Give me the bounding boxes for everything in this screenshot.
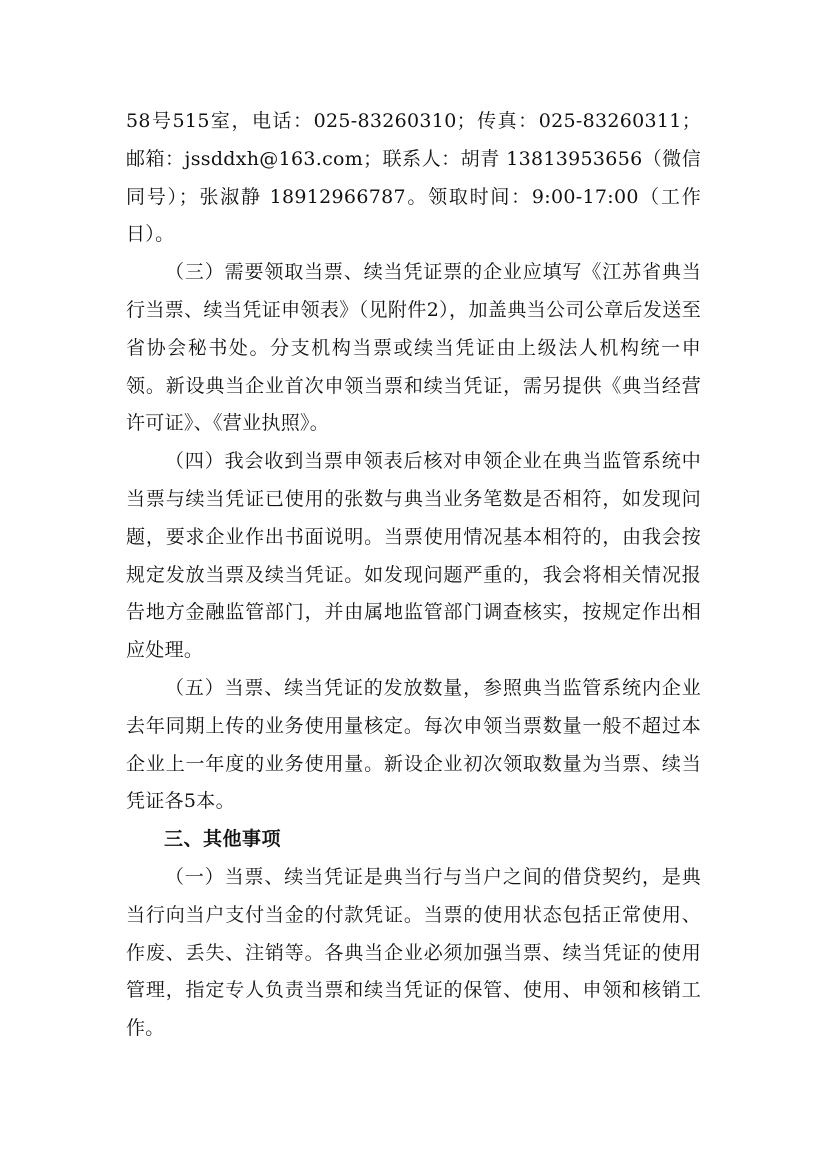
paragraph-item-4: （四）我会收到当票申领表后核对申领企业在典当监管系统中当票与续当凭证已使用的张数与典当业务笔数是否相符，如发现问题，要求企业作出书面说明。当票使用情况基本相符的，由我会按规定发放当票及续当凭证。如发现问题严重的，我会将相关情况报告地方金融监管部门，并由属地监管部门调查核实，按规定作出相应处理。	[126, 450, 701, 662]
paragraph-item-3: （三）需要领取当票、续当凭证票的企业应填写《江苏省典当行当票、续当凭证申领表》（见附件2），加盖典当公司公章后发送至省协会秘书处。分支机构当票或续当凭证由上级法人机构统一申领。新设典当企业首次申领当票和续当凭证，需另提供《典当经营许可证》、《营业执照》。	[126, 261, 701, 435]
document-body	[126, 103, 701, 1048]
contact-paragraph: 58号515室，电话：025-83260310；传真：025-83260311；邮箱：jssddxh@163.com；联系人：胡青 13813953656（微信同号）；张淑静 18912966787。领取时间：9:00-17:00（工作日）。	[126, 110, 701, 246]
section-heading-other-matters: 三、其他事项	[164, 828, 282, 851]
paragraph-item-5: （五）当票、续当凭证的发放数量，参照典当监管系统内企业去年同期上传的业务使用量核定。每次申领当票数量一般不超过本企业上一年度的业务使用量。新设企业初次领取数量为当票、续当凭证各5本。	[126, 676, 701, 813]
paragraph-other-1: （一）当票、续当凭证是典当行与当户之间的借贷契约，是典当行向当户支付当金的付款凭证。当票的使用状态包括正常使用、作废、丢失、注销等。各典当企业必须加强当票、续当凭证的使用管理，指定专人负责当票和续当凭证的保管、使用、申领和核销工作。	[126, 865, 701, 1040]
